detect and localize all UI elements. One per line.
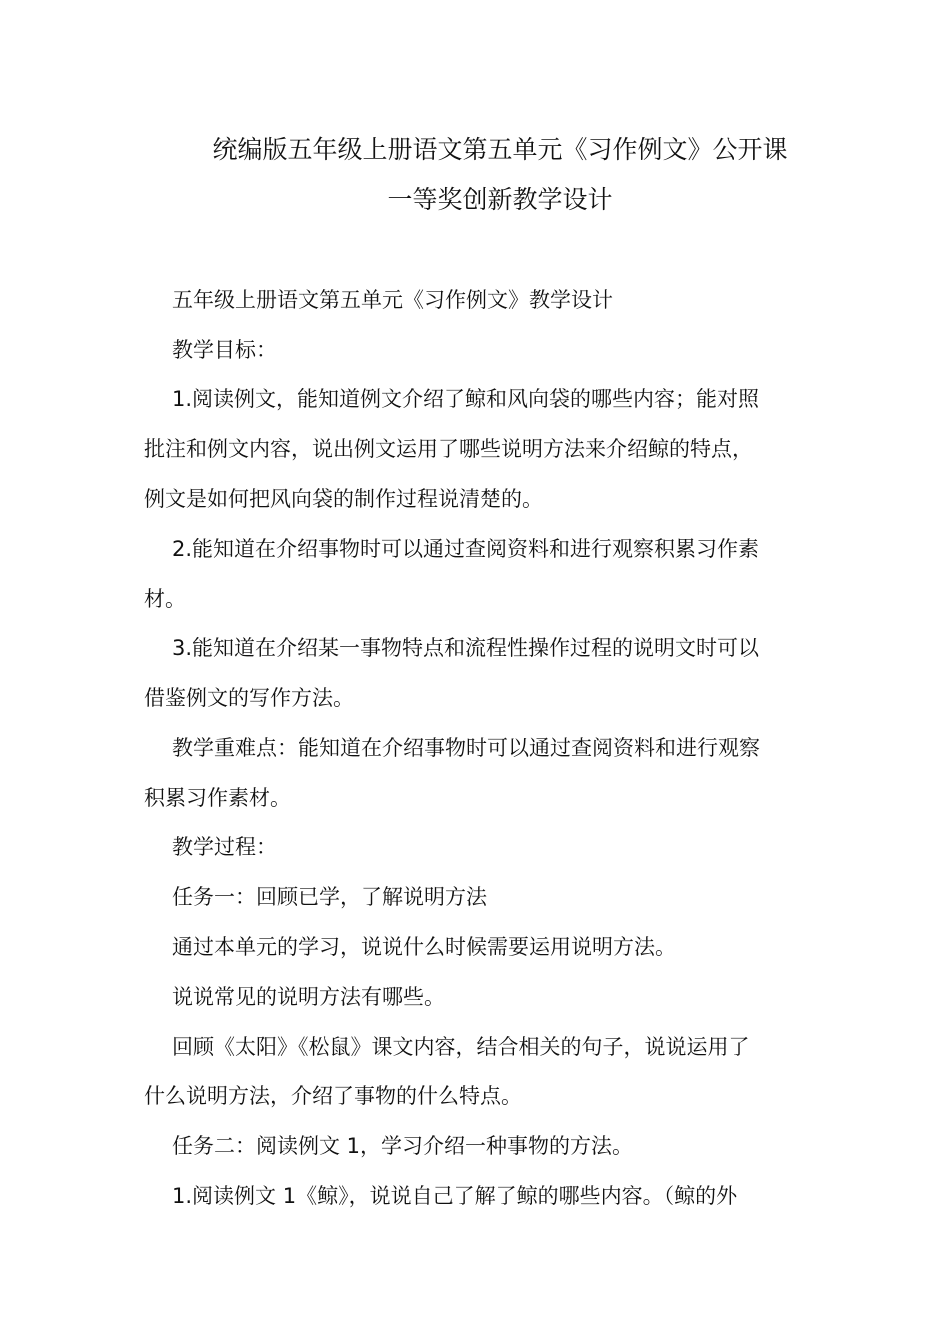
section-heading-goals: 教学目标： <box>172 338 277 362</box>
paragraph-line: 什么说明方法，介绍了事物的什么特点。 <box>144 1084 522 1108</box>
paragraph-line: 例文是如何把风向袋的制作过程说清楚的。 <box>144 487 543 511</box>
paragraph-line: 积累习作素材。 <box>144 786 291 810</box>
paragraph-line: 1.阅读例文，能知道例文介绍了鲸和风向袋的哪些内容；能对照 <box>172 387 760 411</box>
paragraph-line: 3.能知道在介绍某一事物特点和流程性操作过程的说明文时可以 <box>172 636 760 660</box>
task-heading: 任务一：回顾已学，了解说明方法 <box>172 885 487 909</box>
paragraph-line: 说说常见的说明方法有哪些。 <box>172 985 445 1009</box>
paragraph-line: 1.阅读例文 1《鲸》，说说自己了解了鲸的哪些内容。（鲸的外 <box>172 1184 738 1208</box>
paragraph-line: 材。 <box>144 587 186 611</box>
paragraph-line: 2.能知道在介绍事物时可以通过查阅资料和进行观察积累习作素 <box>172 537 760 561</box>
paragraph-line: 批注和例文内容，说出例文运用了哪些说明方法来介绍鲸的特点， <box>144 437 753 461</box>
paragraph-line: 通过本单元的学习，说说什么时候需要运用说明方法。 <box>172 935 676 959</box>
paragraph-line: 借鉴例文的写作方法。 <box>144 686 354 710</box>
subtitle-line: 五年级上册语文第五单元《习作例文》教学设计 <box>172 288 613 312</box>
document-title-line1: 统编版五年级上册语文第五单元《习作例文》公开课 <box>212 135 788 164</box>
paragraph-line: 回顾《太阳》《松鼠》课文内容，结合相关的句子，说说运用了 <box>172 1035 750 1059</box>
task-heading: 任务二：阅读例文 1，学习介绍一种事物的方法。 <box>172 1134 634 1158</box>
paragraph-line: 教学重难点：能知道在介绍事物时可以通过查阅资料和进行观察 <box>172 736 760 760</box>
document-title-line2: 一等奖创新教学设计 <box>387 185 613 214</box>
section-heading-process: 教学过程： <box>172 835 277 859</box>
